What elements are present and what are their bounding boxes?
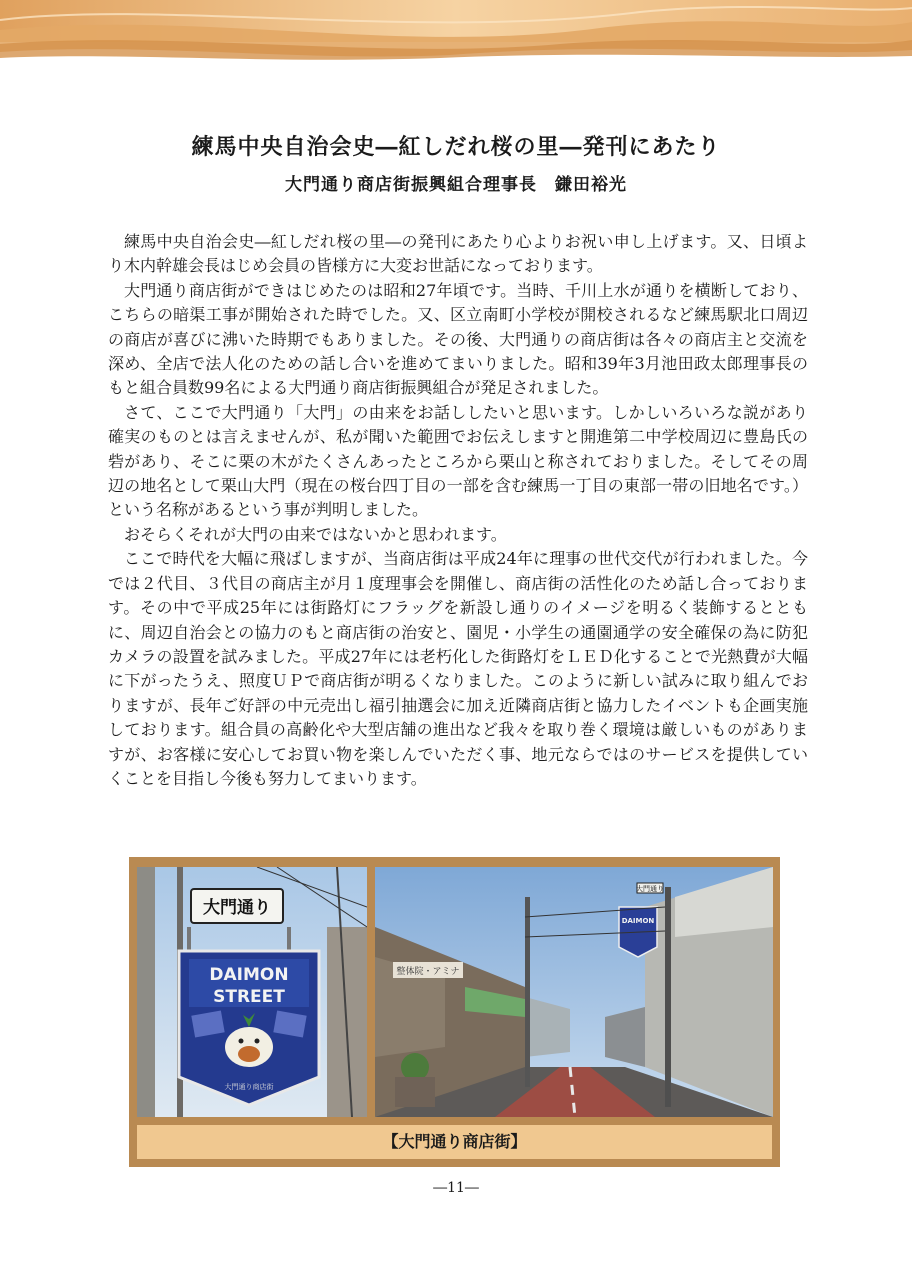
header-decoration xyxy=(0,0,912,60)
flag-footer-text: 大門通り商店街 xyxy=(224,1083,274,1091)
right-flag-text: DAIMON xyxy=(621,917,655,925)
photo-frame xyxy=(129,857,780,1167)
right-street-sign: 大門通り xyxy=(636,885,664,893)
street-name-sign: 大門通り xyxy=(203,898,271,918)
paragraph: おそらくそれが大門の由来ではないかと思われます。 xyxy=(124,524,507,544)
flag-text-daimon: DAIMON xyxy=(209,965,289,985)
photo-caption: 【大門通り商店街】 xyxy=(137,1125,772,1159)
article-body xyxy=(108,230,808,791)
page-title: 練馬中央自治会史―紅しだれ桜の里―発刊にあたり xyxy=(191,134,721,160)
flag-text-street: STREET xyxy=(213,987,285,1007)
shop-sign-text: 整体院・アミナ xyxy=(396,967,460,977)
page-number: ―11― xyxy=(433,1180,479,1196)
author-line: 大門通り商店街振興組合理事長 鎌田裕光 xyxy=(285,175,627,195)
street-flag-photo xyxy=(137,867,367,1117)
paragraph: さて、ここで大門通り「大門」の由来をお話ししたいと思います。しかしいろいろな説があり確実のものとは言えませんが、私が聞いた範囲でお伝えしますと開進第二中学校周辺に豊島氏の砦があり、そこに栗の木がたくさんあったところから栗山と称されておりました。そしてその周辺の地名として栗山大門（現在の桜台四丁目の一部を含む練馬一丁目の東部一帯の旧地名です。）という名称があるという事が判明しました。 xyxy=(108,402,808,520)
street-view-photo xyxy=(375,867,773,1117)
paragraph: ここで時代を大幅に飛ばしますが、当商店街は平成24年に理事の世代交代が行われました。今では２代目、３代目の商店主が月１度理事会を開催し、商店街の活性化のため話し合っております。その中で平成25年には街路灯にフラッグを新設し通りのイメージを明るく装飾するとともに、周辺自治会との協力のもと商店街の治安と、園児・小学生の通園通学の安全確保の為に防犯カメラの設置を試みました。平成27年には老朽化した街路灯をＬＥＤ化することで光熱費が大幅に下がったうえ、照度ＵＰで商店街が明るくなりました。このように新しい試みに取り組んでおりますが、長年ご好評の中元売出し福引抽選会に加え近隣商店街と協力したイベントも企画実施しております。組合員の高齢化や大型店舗の進出など我々を取り巻く環境は厳しいものがありますが、お客様に安心してお買い物を楽しんでいただく事、地元ならではのサービスを提供していくことを目指し今後も努力してまいります。 xyxy=(108,549,808,788)
paragraph: 練馬中央自治会史―紅しだれ桜の里―の発刊にあたり心よりお祝い申し上げます。又、日頃より木内幹雄会長はじめ会員の皆様方に大変お世話になっております。 xyxy=(108,232,808,276)
paragraph: 大門通り商店街ができはじめたのは昭和27年頃です。当時、千川上水が通りを横断しており、こちらの暗渠工事が開始された時でした。又、区立南町小学校が開校されるなど練馬駅北口周辺の商店が喜びに沸いた時期でもありました。その後、大門通りの商店街は各々の商店主と交流を深め、全店で法人化のための話し合いを進めてまいりました。昭和39年3月池田政太郎理事長のもと組合員数99名による大門通り商店街振興組合が発足されました。 xyxy=(108,280,808,398)
